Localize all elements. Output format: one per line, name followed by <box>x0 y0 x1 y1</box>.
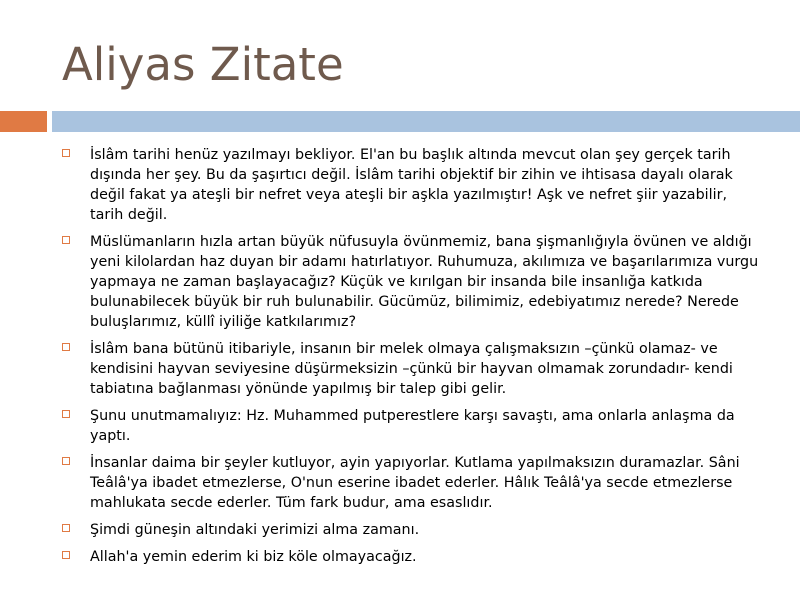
hollow-square-icon <box>62 149 70 157</box>
list-item-text: İslâm bana bütünü itibariyle, insanın bir melek olmaya çalışmaksızın –çünkü olamaz- ve kendisini hayvan seviyesine düşürmeksizin –çünkü bir hayvan olmamak zorundadır- kendi tabiatına bağlanması yönünde yapılmış bir talep gibi gelir. <box>90 341 733 397</box>
list-item-text: Şimdi güneşin altındaki yerimizi alma zamanı. <box>90 522 420 538</box>
slide-title: Aliyas Zitate <box>62 38 344 91</box>
bullet-list <box>62 145 764 574</box>
list-item <box>62 547 764 567</box>
list-item <box>62 339 764 399</box>
list-item-text: Allah'a yemin ederim ki biz köle olmayacağız. <box>90 549 417 565</box>
hollow-square-icon <box>62 343 70 351</box>
list-item <box>62 232 764 332</box>
accent-bar-left <box>0 111 47 132</box>
accent-bar-right <box>52 111 800 132</box>
hollow-square-icon <box>62 457 70 465</box>
list-item <box>62 406 764 446</box>
hollow-square-icon <box>62 236 70 244</box>
list-item-text: İnsanlar daima bir şeyler kutluyor, ayin yapıyorlar. Kutlama yapılmaksızın duramazlar. Sâni Teâlâ'ya ibadet etmezlerse, O'nun eserine ibadet ederler. Hâlık Teâlâ'ya secde etmezlerse mahlukata secde ederler. Tüm fark budur, ama esaslıdır. <box>90 455 740 511</box>
hollow-square-icon <box>62 524 70 532</box>
list-item-text: Müslümanların hızla artan büyük nüfusuyla övünmemiz, bana şişmanlığıyla övünen ve aldığı yeni kilolardan haz duyan bir adamı hatırlatıyor. Ruhumuza, akılımıza ve başarılarımıza vurgu yapmaya ne zaman başlayacağız? Küçük ve kırılgan bir insanda bile insanlığa katkıda bulunabilecek büyük bir ruh bulunabilir. Gücümüz, bilimimiz, edebiyatımız nerede? Nerede buluşlarımız, küllî iyiliğe katkılarımız? <box>90 234 759 330</box>
list-item-text: Şunu unutmamalıyız: Hz. Muhammed putperestlere karşı savaştı, ama onlarla anlaşma da yaptı. <box>90 408 735 444</box>
list-item <box>62 145 764 225</box>
list-item-text: İslâm tarihi henüz yazılmayı bekliyor. El'an bu başlık altında mevcut olan şey gerçek tarih dışında her şey. Bu da şaşırtıcı değil. İslâm tarihi objektif bir zihin ve ihtisasa dayalı olarak değil fakat ya ateşli bir nefret veya ateşli bir aşkla yazılmıştır! Aşk ve nefret şiir yazabilir, tarih değil. <box>90 147 733 223</box>
list-item <box>62 453 764 513</box>
list-item <box>62 520 764 540</box>
hollow-square-icon <box>62 551 70 559</box>
hollow-square-icon <box>62 410 70 418</box>
